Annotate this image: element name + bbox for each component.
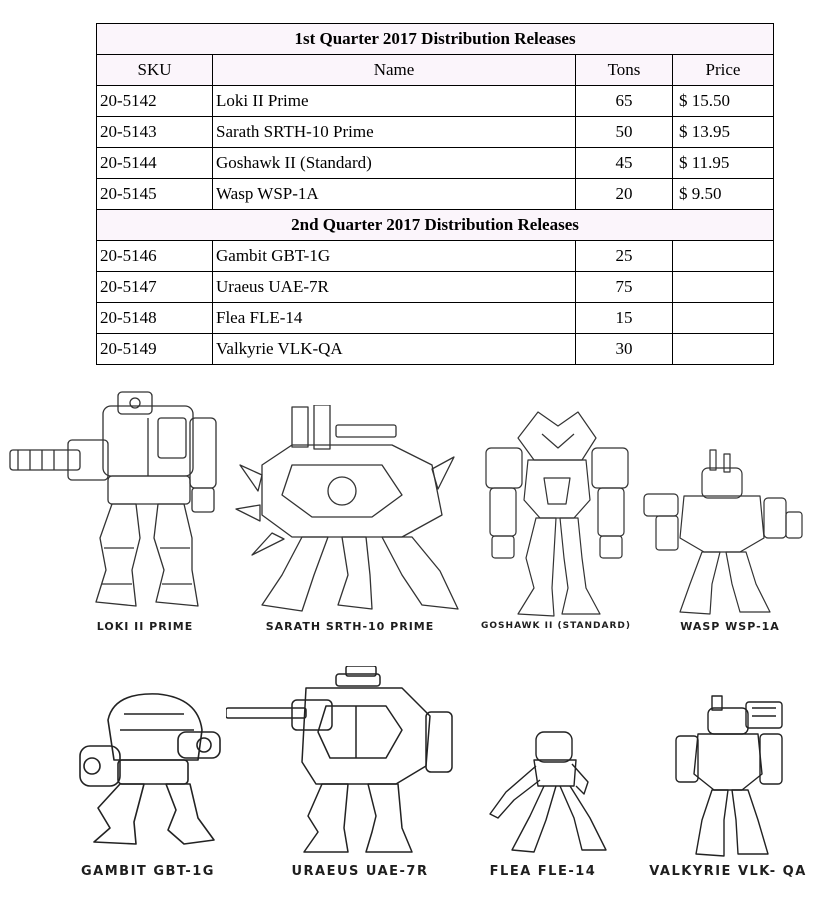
sku-cell: 20-5148 [97,303,213,334]
goshawk-illustration [478,408,636,620]
sku-cell: 20-5149 [97,334,213,365]
tons-cell: 30 [576,334,673,365]
name-cell: Loki II Prime [213,86,576,117]
valkyrie-caption: VALKYRIE VLK- QA [649,864,807,879]
sku-cell: 20-5145 [97,179,213,210]
name-cell: Wasp WSP-1A [213,179,576,210]
price-cell [673,303,774,334]
name-cell: Uraeus UAE-7R [213,272,576,303]
col-header-tons: Tons [576,55,673,86]
q1-header-row [97,24,774,55]
table-row [97,179,774,210]
name-cell: Gambit GBT-1G [213,241,576,272]
table-row [97,86,774,117]
tons-cell: 45 [576,148,673,179]
sku-cell: 20-5144 [97,148,213,179]
price-cell [673,272,774,303]
price-cell [673,334,774,365]
price-cell: $ 15.50 [673,86,774,117]
table-row [97,117,774,148]
q1-header: 1st Quarter 2017 Distribution Releases [97,24,774,55]
tons-cell: 15 [576,303,673,334]
loki-illustration [8,388,223,618]
name-cell: Flea FLE-14 [213,303,576,334]
col-header-price: Price [673,55,774,86]
flea-illustration [464,730,612,854]
price-cell: $ 9.50 [673,179,774,210]
release-table [96,23,774,365]
tons-cell: 65 [576,86,673,117]
sarath-illustration [232,405,472,617]
gambit-caption: GAMBIT GBT-1G [81,864,215,879]
valkyrie-illustration [668,694,790,858]
uraeus-caption: URAEUS UAE-7R [291,864,429,879]
wasp-illustration [640,448,804,618]
gambit-illustration [74,690,224,848]
q2-header: 2nd Quarter 2017 Distribution Releases [97,210,774,241]
tons-cell: 25 [576,241,673,272]
loki-caption: LOKI II PRIME [96,620,194,633]
price-cell: $ 13.95 [673,117,774,148]
tons-cell: 20 [576,179,673,210]
name-cell: Valkyrie VLK-QA [213,334,576,365]
wasp-caption: WASP WSP-1A [680,620,780,633]
flea-caption: FLEA FLE-14 [489,864,597,879]
goshawk-caption: GOSHAWK II (STANDARD) [481,621,631,631]
table-row [97,303,774,334]
col-header-name: Name [213,55,576,86]
name-cell: Goshawk II (Standard) [213,148,576,179]
name-cell: Sarath SRTH-10 Prime [213,117,576,148]
sku-cell: 20-5143 [97,117,213,148]
column-header-row [97,55,774,86]
sku-cell: 20-5142 [97,86,213,117]
sku-cell: 20-5146 [97,241,213,272]
table-row [97,272,774,303]
table-row [97,148,774,179]
uraeus-illustration [226,666,456,856]
q2-header-row [97,210,774,241]
sku-cell: 20-5147 [97,272,213,303]
tons-cell: 75 [576,272,673,303]
price-cell [673,241,774,272]
col-header-sku: SKU [97,55,213,86]
sarath-caption: SARATH SRTH-10 PRIME [265,620,435,633]
tons-cell: 50 [576,117,673,148]
table-row [97,334,774,365]
price-cell: $ 11.95 [673,148,774,179]
table-row [97,241,774,272]
